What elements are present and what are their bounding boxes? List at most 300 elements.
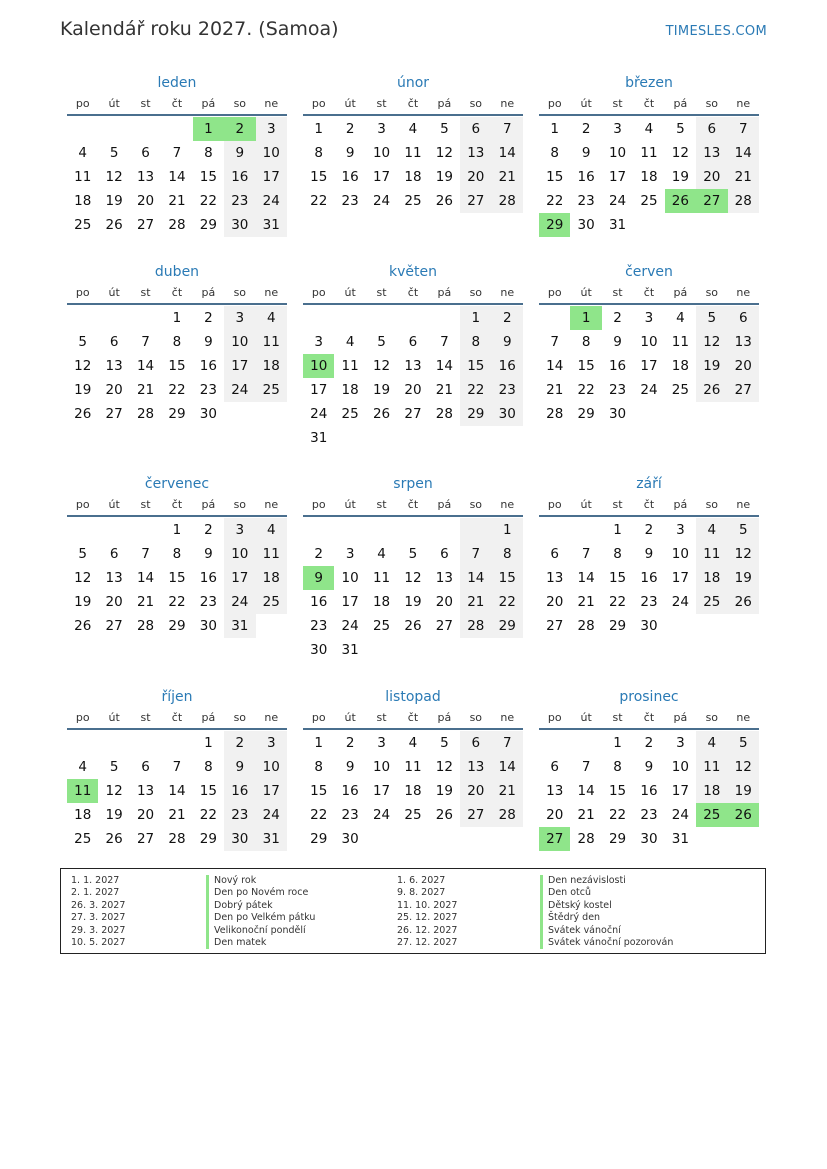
day-cell: 3 [377, 735, 386, 751]
day-cell: 16 [224, 165, 255, 189]
weekday-label: so [705, 97, 719, 110]
day-cell: 14 [546, 358, 564, 374]
empty-cell [303, 518, 334, 542]
day-cell: 19 [105, 193, 123, 209]
day-cell: 15 [199, 169, 217, 185]
day-cell: 5 [696, 306, 727, 330]
day-cell: 12 [435, 145, 453, 161]
empty-cell [429, 827, 460, 851]
weekday-header [539, 708, 759, 730]
weekday-label: pá [437, 711, 452, 724]
holiday-legend [60, 868, 766, 954]
weekday-label: čt [643, 286, 655, 299]
day-cell: 28 [577, 831, 595, 847]
day-cell: 6 [109, 546, 119, 562]
weekday-label: so [705, 711, 719, 724]
weekday-label: st [612, 711, 623, 724]
legend-holiday-name: Nový rok [206, 875, 256, 887]
day-cell: 25 [256, 590, 287, 614]
weekday-label: út [344, 286, 356, 299]
day-cell: 23 [640, 594, 658, 610]
empty-cell [728, 827, 759, 851]
day-cell: 7 [172, 759, 182, 775]
weekday-header [539, 495, 759, 517]
day-cell: 19 [728, 566, 759, 590]
empty-cell [665, 213, 696, 237]
day-cell: 1 [570, 306, 601, 330]
day-cell: 29 [168, 406, 186, 422]
empty-cell [98, 731, 129, 755]
day-cell: 18 [404, 169, 422, 185]
day-cell: 15 [608, 783, 627, 799]
weekday-label: pá [437, 498, 452, 511]
day-cell: 30 [224, 213, 255, 237]
day-grid [67, 117, 287, 237]
weekday-label: čt [643, 711, 655, 724]
day-cell: 5 [109, 145, 119, 161]
weekday-label: čt [171, 286, 183, 299]
day-cell: 3 [224, 306, 255, 330]
day-cell: 30 [640, 618, 658, 634]
day-cell: 3 [377, 121, 386, 137]
day-cell: 12 [728, 755, 759, 779]
empty-cell [224, 402, 255, 426]
day-cell: 21 [136, 382, 155, 398]
day-cell: 6 [141, 759, 150, 775]
day-cell: 5 [78, 334, 87, 350]
empty-cell [366, 306, 397, 330]
day-cell: 8 [581, 334, 591, 350]
day-cell: 10 [224, 330, 255, 354]
day-cell: 26 [404, 618, 422, 634]
day-cell: 19 [74, 382, 92, 398]
day-cell: 24 [372, 807, 391, 823]
weekday-label: so [469, 97, 483, 110]
day-cell: 19 [728, 779, 759, 803]
day-cell: 23 [310, 618, 328, 634]
day-cell: 17 [671, 783, 689, 799]
day-cell: 19 [74, 594, 92, 610]
legend-holiday-name: Velikonoční pondělí [206, 925, 306, 937]
day-cell: 28 [136, 406, 155, 422]
day-cell: 23 [577, 193, 595, 209]
day-cell: 2 [224, 731, 255, 755]
month-prosinec [539, 686, 759, 851]
legend-holiday-name: Den po Novém roce [206, 887, 308, 899]
month-name: květen [389, 264, 437, 280]
day-grid [303, 731, 523, 851]
day-cell: 19 [435, 169, 453, 185]
day-grid [539, 518, 759, 638]
day-cell: 29 [539, 213, 570, 237]
weekday-label: po [547, 498, 562, 511]
day-cell: 7 [581, 546, 591, 562]
day-cell: 9 [224, 755, 255, 779]
day-cell: 8 [492, 542, 523, 566]
weekday-label: út [580, 498, 592, 511]
weekday-label: út [344, 498, 356, 511]
day-cell: 6 [728, 306, 759, 330]
day-cell: 19 [105, 807, 123, 823]
empty-cell [67, 731, 98, 755]
day-cell: 13 [136, 169, 155, 185]
day-cell: 14 [136, 570, 155, 586]
day-cell: 4 [408, 121, 418, 137]
day-cell: 2 [345, 121, 355, 137]
day-cell: 26 [696, 378, 727, 402]
day-cell: 25 [696, 590, 727, 614]
day-cell: 10 [608, 145, 627, 161]
day-cell: 6 [141, 145, 150, 161]
day-cell: 10 [640, 334, 658, 350]
day-cell: 1 [314, 121, 323, 137]
day-cell: 21 [435, 382, 453, 398]
day-grid [539, 306, 759, 426]
day-cell: 22 [310, 807, 328, 823]
empty-cell [334, 518, 365, 542]
weekday-label: so [233, 498, 247, 511]
day-cell: 26 [105, 831, 123, 847]
day-cell: 27 [105, 618, 123, 634]
day-cell: 11 [256, 330, 287, 354]
day-grid [539, 117, 759, 237]
day-cell: 4 [696, 731, 727, 755]
day-cell: 25 [256, 378, 287, 402]
day-cell: 24 [372, 193, 391, 209]
day-cell: 11 [372, 570, 391, 586]
day-cell: 25 [341, 406, 359, 422]
day-cell: 23 [341, 807, 359, 823]
empty-cell [429, 638, 460, 662]
legend-date: 10. 5. 2027 [71, 937, 126, 948]
month-červenec [67, 473, 287, 638]
weekday-label: po [311, 97, 326, 110]
day-cell: 2 [204, 310, 213, 326]
weekday-header [539, 283, 759, 305]
weekday-header [67, 495, 287, 517]
day-cell: 23 [224, 189, 255, 213]
month-srpen [303, 473, 523, 662]
day-cell: 18 [372, 594, 391, 610]
weekday-label: pá [201, 286, 216, 299]
day-cell: 26 [728, 590, 759, 614]
weekday-label: pá [201, 97, 216, 110]
day-cell: 5 [728, 731, 759, 755]
weekday-label: po [311, 286, 326, 299]
weekday-header [303, 94, 523, 116]
day-cell: 12 [404, 570, 422, 586]
day-cell: 12 [372, 358, 391, 374]
day-cell: 2 [644, 735, 654, 751]
day-cell: 25 [671, 382, 689, 398]
legend-holiday-name: Den po Velkém pátku [206, 912, 315, 924]
day-cell: 18 [640, 169, 658, 185]
empty-cell [256, 614, 287, 638]
day-cell: 29 [608, 618, 627, 634]
day-cell: 2 [204, 522, 213, 538]
month-name: listopad [385, 689, 441, 705]
day-cell: 29 [310, 831, 328, 847]
day-cell: 13 [546, 570, 564, 586]
day-cell: 20 [404, 382, 422, 398]
day-grid [539, 731, 759, 851]
day-cell: 11 [696, 542, 727, 566]
day-cell: 14 [168, 783, 186, 799]
day-cell: 28 [136, 618, 155, 634]
weekday-header [539, 94, 759, 116]
day-cell: 12 [105, 783, 123, 799]
day-cell: 20 [435, 594, 453, 610]
month-listopad [303, 686, 523, 851]
day-cell: 1 [314, 735, 323, 751]
day-cell: 6 [696, 117, 727, 141]
day-cell: 11 [640, 145, 658, 161]
day-cell: 26 [728, 803, 759, 827]
day-cell: 25 [74, 831, 92, 847]
day-cell: 9 [644, 546, 654, 562]
empty-cell [161, 117, 192, 141]
weekday-label: pá [673, 286, 688, 299]
empty-cell [492, 827, 523, 851]
day-cell: 13 [546, 783, 564, 799]
weekday-label: út [580, 97, 592, 110]
day-cell: 2 [613, 310, 622, 326]
weekday-label: ne [736, 286, 751, 299]
day-cell: 1 [613, 522, 622, 538]
day-cell: 14 [492, 755, 523, 779]
day-cell: 4 [345, 334, 355, 350]
empty-cell [397, 638, 428, 662]
day-cell: 16 [577, 169, 595, 185]
month-name: únor [396, 75, 430, 91]
day-cell: 23 [199, 594, 217, 610]
empty-cell [366, 426, 397, 450]
legend-date: 9. 8. 2027 [397, 887, 446, 899]
day-cell: 16 [640, 783, 658, 799]
day-cell: 6 [550, 759, 559, 775]
weekday-label: st [376, 711, 387, 724]
month-únor [303, 72, 523, 213]
day-cell: 30 [577, 217, 595, 233]
day-cell: 21 [136, 594, 155, 610]
day-cell: 21 [460, 590, 491, 614]
day-cell: 19 [404, 594, 422, 610]
weekday-label: pá [673, 498, 688, 511]
day-cell: 1 [460, 306, 491, 330]
weekday-header [303, 708, 523, 730]
day-cell: 25 [404, 193, 422, 209]
day-cell: 16 [224, 779, 255, 803]
day-cell: 2 [492, 306, 523, 330]
day-cell: 31 [256, 213, 287, 237]
day-cell: 22 [608, 594, 627, 610]
day-cell: 4 [78, 145, 87, 161]
day-cell: 24 [310, 406, 328, 422]
empty-cell [633, 402, 664, 426]
day-cell: 14 [577, 570, 595, 586]
day-cell: 3 [644, 310, 654, 326]
weekday-label: st [612, 286, 623, 299]
day-cell: 15 [492, 566, 523, 590]
day-cell: 10 [671, 546, 689, 562]
day-cell: 16 [608, 358, 627, 374]
month-březen [539, 72, 759, 237]
empty-cell [397, 827, 428, 851]
weekday-label: ne [264, 498, 279, 511]
weekday-label: ne [500, 711, 515, 724]
day-cell: 7 [440, 334, 449, 350]
day-cell: 7 [492, 117, 523, 141]
day-cell: 22 [546, 193, 564, 209]
day-cell: 28 [577, 618, 595, 634]
day-cell: 30 [640, 831, 658, 847]
day-cell: 22 [168, 382, 186, 398]
day-cell: 3 [256, 731, 287, 755]
month-name: červen [625, 264, 673, 280]
day-cell: 3 [676, 522, 685, 538]
day-cell: 21 [577, 594, 595, 610]
day-cell: 11 [256, 542, 287, 566]
weekday-label: st [376, 498, 387, 511]
empty-cell [696, 614, 727, 638]
day-cell: 29 [577, 406, 595, 422]
legend-date: 2. 1. 2027 [71, 887, 120, 899]
day-cell: 11 [341, 358, 359, 374]
day-cell: 13 [696, 141, 727, 165]
empty-cell [492, 638, 523, 662]
day-cell: 11 [404, 759, 422, 775]
day-cell: 15 [310, 169, 328, 185]
day-cell: 6 [408, 334, 418, 350]
day-cell: 1 [204, 735, 213, 751]
weekday-label: čt [407, 711, 419, 724]
day-cell: 27 [136, 831, 155, 847]
legend-holiday-name: Svátek vánoční [540, 925, 621, 937]
day-cell: 5 [728, 518, 759, 542]
day-cell: 11 [67, 779, 98, 803]
day-cell: 28 [546, 406, 564, 422]
legend-holiday-name: Den nezávislosti [540, 875, 626, 887]
day-cell: 28 [460, 614, 491, 638]
weekday-label: po [75, 711, 90, 724]
day-cell: 26 [435, 807, 453, 823]
day-cell: 1 [172, 522, 182, 538]
day-cell: 5 [676, 121, 685, 137]
month-leden [67, 72, 287, 237]
day-cell: 16 [199, 570, 217, 586]
day-cell: 23 [199, 382, 217, 398]
legend-date: 1. 6. 2027 [397, 875, 446, 886]
day-cell: 30 [492, 402, 523, 426]
legend-date: 27. 3. 2027 [71, 912, 126, 924]
weekday-header [67, 708, 287, 730]
weekday-label: čt [407, 97, 419, 110]
day-cell: 24 [671, 807, 689, 823]
empty-cell [130, 117, 161, 141]
day-cell: 22 [492, 590, 523, 614]
day-cell: 22 [310, 193, 328, 209]
day-cell: 23 [640, 807, 658, 823]
weekday-label: pá [673, 97, 688, 110]
empty-cell [429, 518, 460, 542]
day-cell: 7 [581, 759, 591, 775]
day-cell: 25 [640, 193, 658, 209]
day-cell: 21 [546, 382, 564, 398]
day-cell: 21 [492, 779, 523, 803]
day-cell: 15 [199, 783, 217, 799]
weekday-label: ne [264, 711, 279, 724]
weekday-label: so [705, 498, 719, 511]
weekday-label: čt [407, 498, 419, 511]
weekday-label: út [580, 286, 592, 299]
weekday-label: so [233, 97, 247, 110]
weekday-label: po [311, 711, 326, 724]
day-cell: 14 [136, 358, 155, 374]
weekday-label: út [344, 711, 356, 724]
day-cell: 26 [665, 189, 696, 213]
day-cell: 14 [168, 169, 186, 185]
day-cell: 17 [224, 354, 255, 378]
day-cell: 18 [74, 193, 92, 209]
day-cell: 30 [341, 831, 359, 847]
day-cell: 9 [204, 334, 213, 350]
empty-cell [429, 306, 460, 330]
day-grid [303, 306, 523, 450]
day-cell: 17 [640, 358, 658, 374]
day-grid [303, 518, 523, 662]
weekday-label: so [469, 286, 483, 299]
weekday-label: po [547, 97, 562, 110]
weekday-label: ne [264, 286, 279, 299]
legend-holiday-name: Den otců [540, 887, 591, 899]
month-name: září [636, 476, 662, 492]
weekday-label: ne [500, 286, 515, 299]
empty-cell [460, 827, 491, 851]
day-cell: 26 [74, 406, 92, 422]
day-cell: 8 [613, 546, 622, 562]
day-cell: 27 [696, 189, 727, 213]
day-cell: 31 [224, 614, 255, 638]
day-cell: 18 [696, 566, 727, 590]
day-cell: 15 [577, 358, 595, 374]
day-cell: 22 [199, 807, 217, 823]
weekday-label: st [376, 97, 387, 110]
day-cell: 12 [74, 358, 92, 374]
day-cell: 27 [105, 406, 123, 422]
day-cell: 19 [671, 169, 689, 185]
brand-link[interactable]: TIMESLES.COM [665, 24, 767, 39]
day-cell: 4 [696, 518, 727, 542]
empty-cell [539, 306, 570, 330]
legend-date: 11. 10. 2027 [397, 899, 458, 911]
day-cell: 20 [728, 354, 759, 378]
month-říjen [67, 686, 287, 851]
month-duben [67, 261, 287, 426]
day-cell: 20 [136, 193, 155, 209]
day-cell: 18 [404, 783, 422, 799]
empty-cell [334, 426, 365, 450]
weekday-label: pá [437, 286, 452, 299]
day-cell: 21 [728, 165, 759, 189]
day-cell: 1 [550, 121, 559, 137]
day-cell: 24 [224, 378, 255, 402]
day-cell: 7 [141, 334, 150, 350]
day-cell: 18 [341, 382, 359, 398]
month-září [539, 473, 759, 638]
day-cell: 22 [608, 807, 627, 823]
empty-cell [665, 614, 696, 638]
weekday-label: pá [201, 498, 216, 511]
